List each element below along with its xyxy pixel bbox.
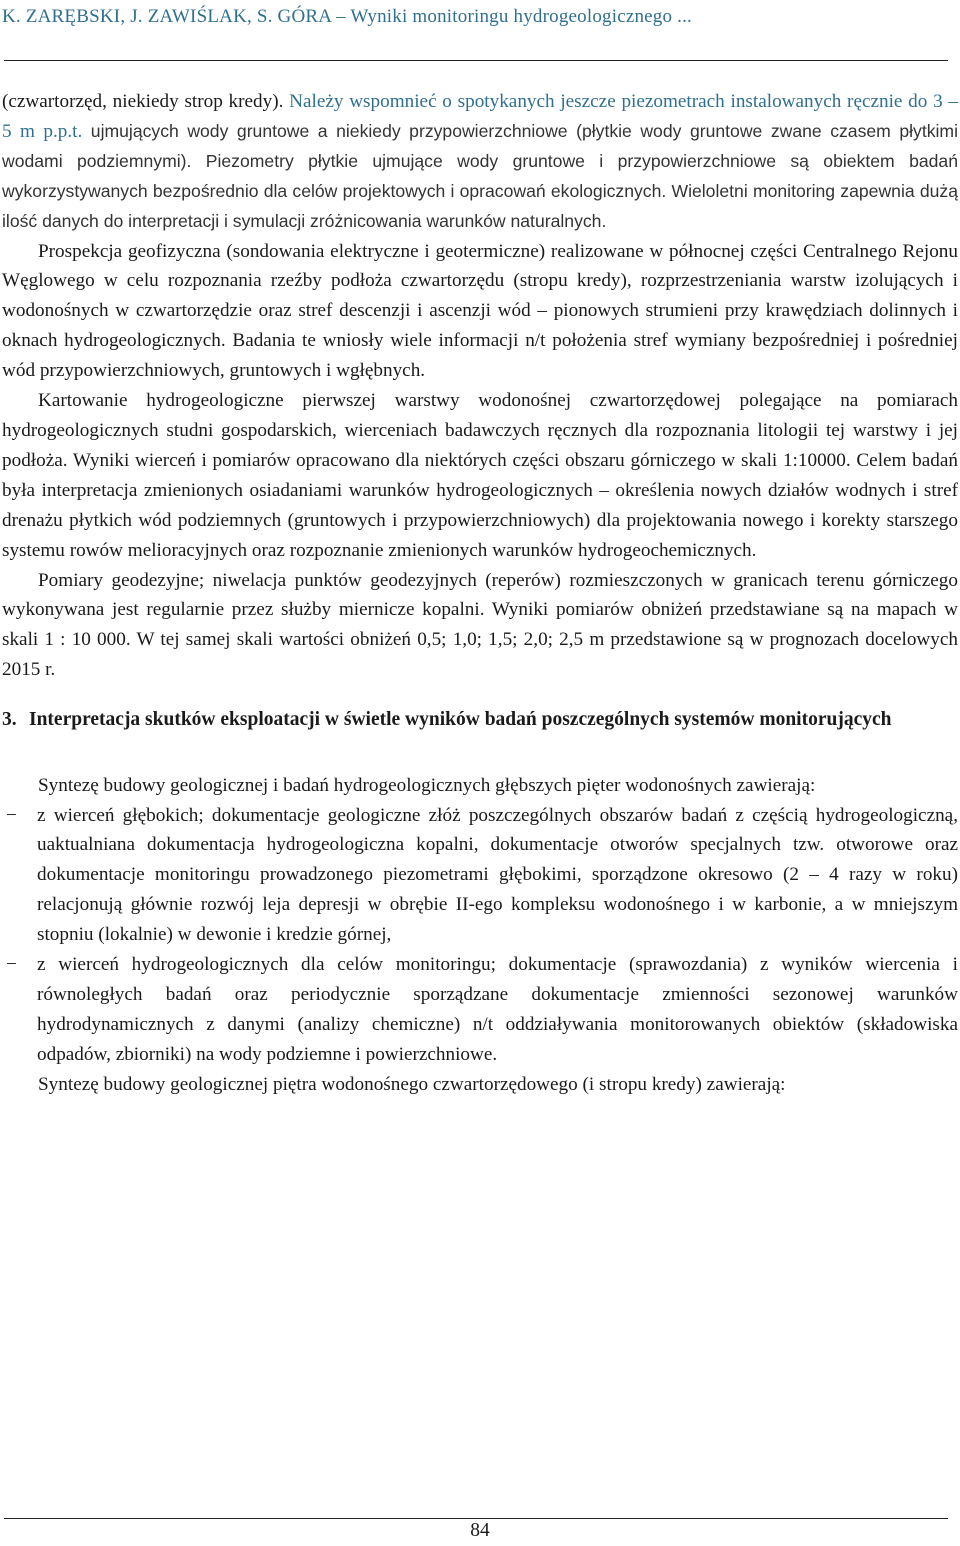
header-rule: [4, 60, 948, 61]
dash-bullet: −: [6, 954, 17, 976]
paragraph-synthesis-quaternary: Syntezę budowy geologicznej piętra wodonośnego czwartorzędowego (i stropu kredy) zawierają:: [38, 1073, 786, 1095]
paragraph-piezometers-highlight: Należy wspomnieć o spotykanych jeszcze piezometrach instalowanych ręcznie do 3 – 5 m p.p.t.: [2, 91, 958, 142]
page-number: 84: [470, 1520, 490, 1541]
section-heading: [2, 705, 958, 735]
list-item-text: z wierceń hydrogeologicznych dla celów monitoringu; dokumentacje (sprawozdania) z wyników wiercenia i równoległych badań oraz periodycznie sporządzane dokumentacje zmienności sezonowej warunków hydrodynamicznych z danymi (analizy chemiczne) n/t oddziaływania monitorowanych obiektów (składowiska odpadów, zbiorniki) na wody podziemne i powierzchniowe.: [37, 954, 958, 1065]
page-body: [2, 87, 958, 1100]
running-header: K. ZARĘBSKI, J. ZAWIŚLAK, S. GÓRA – Wyniki monitoringu hydrogeologicznego ...: [2, 6, 693, 27]
paragraph-synthesis-deep: Syntezę budowy geologicznej i badań hydrogeologicznych głębszych pięter wodonośnych zawierają:: [38, 774, 816, 796]
paragraph-piezometers: [2, 87, 958, 237]
paragraph-piezometers-rest: ujmujących wody gruntowe a niekiedy przypowierzchniowe (płytkie wody gruntowe zwane czasem płytkimi wodami podziemnymi). Piezometry płytkie ujmujące wody gruntowe i przypowierzchniowe są obiektem badań wykorzystywanych bezpośrednio dla celów projektowych i opracowań ekologicznych. Wieloletni monitoring zapewnia dużą ilość danych do interpretacji i symulacji zróżnicowania warunków naturalnych.: [2, 120, 958, 231]
list-item: [2, 801, 958, 951]
section-title: Interpretacja skutków eksploatacji w świetle wyników badań poszczególnych systemów monitorujących: [29, 709, 892, 731]
paragraph-geophysics: Prospekcja geofizyczna (sondowania elektryczne i geotermiczne) realizowane w północnej części Centralnego Rejonu Węglowego w celu rozpoznania rzeźby podłoża czwartorzędu (stropu kredy), rozprzestrzeniania warstw izolujących i wodonośnych w czwartorzędzie oraz stref descenzji i ascenzji wód – pionowych strumieni przy krawędziach dolinnych i oknach hydrogeologicznych. Badania te wniosły wiele informacji n/t położenia stref wymiany bezpośredniej i pośredniej wód przypowierzchniowych, gruntowych i wgłębnych.: [2, 240, 958, 382]
section-number: 3.: [2, 709, 17, 731]
dash-bullet: −: [6, 804, 17, 826]
list-item-text: z wierceń głębokich; dokumentacje geologiczne złóż poszczególnych obszarów badań z częścią hydrogeologiczną, uaktualniana dokumentacja hydrogeologiczna kopalni, dokumentacje otworów specjalnych tzw. otworowe oraz dokumentacje monitoringu prowadzonego piezometrami głębokimi, sporządzone okresowo (2 – 4 razy w roku) relacjonują głównie rozwój leja depresji w obrębie II-ego kompleksu wodonośnego i w karbonie, a w mniejszym stopniu (lokalnie) w dewonie i kredzie górnej,: [37, 804, 958, 946]
paragraph-geodesy: Pomiary geodezyjne; niwelacja punktów geodezyjnych (reperów) rozmieszczonych w granicach terenu górniczego wykonywana jest regularnie przez służby miernicze kopalni. Wyniki pomiarów obniżeń przedstawiane są na mapach w skali 1 : 10 000. W tej samej skali wartości obniżeń 0,5; 1,0; 1,5; 2,0; 2,5 m przedstawione są w prognozach docelowych 2015 r.: [2, 569, 958, 681]
list-item: [2, 950, 958, 1070]
paragraph-mapping: Kartowanie hydrogeologiczne pierwszej warstwy wodonośnej czwartorzędowej polegające na pomiarach hydrogeologicznych studni gospodarskich, wierceniach badawczych ręcznych dla rozpoznania litologii tej warstwy i jej podłoża. Wyniki wierceń i pomiarów opracowano dla niektórych części obszaru górniczego w skali 1:10000. Celem badań była interpretacja zmienionych osiadaniami warunków hydrogeologicznych – określenia nowych działów wodnych i stref drenażu płytkich wód podziemnych (gruntowych i przypowierzchniowych) dla projektowania nowego i korekty starszego systemu rowów melioracyjnych oraz rozpoznanie zmienionych warunków hydrogeochemicznych.: [2, 390, 958, 561]
paragraph-piezometers-start: (czwartorzęd, niekiedy strop kredy).: [2, 91, 290, 112]
source-list: [2, 801, 958, 1070]
